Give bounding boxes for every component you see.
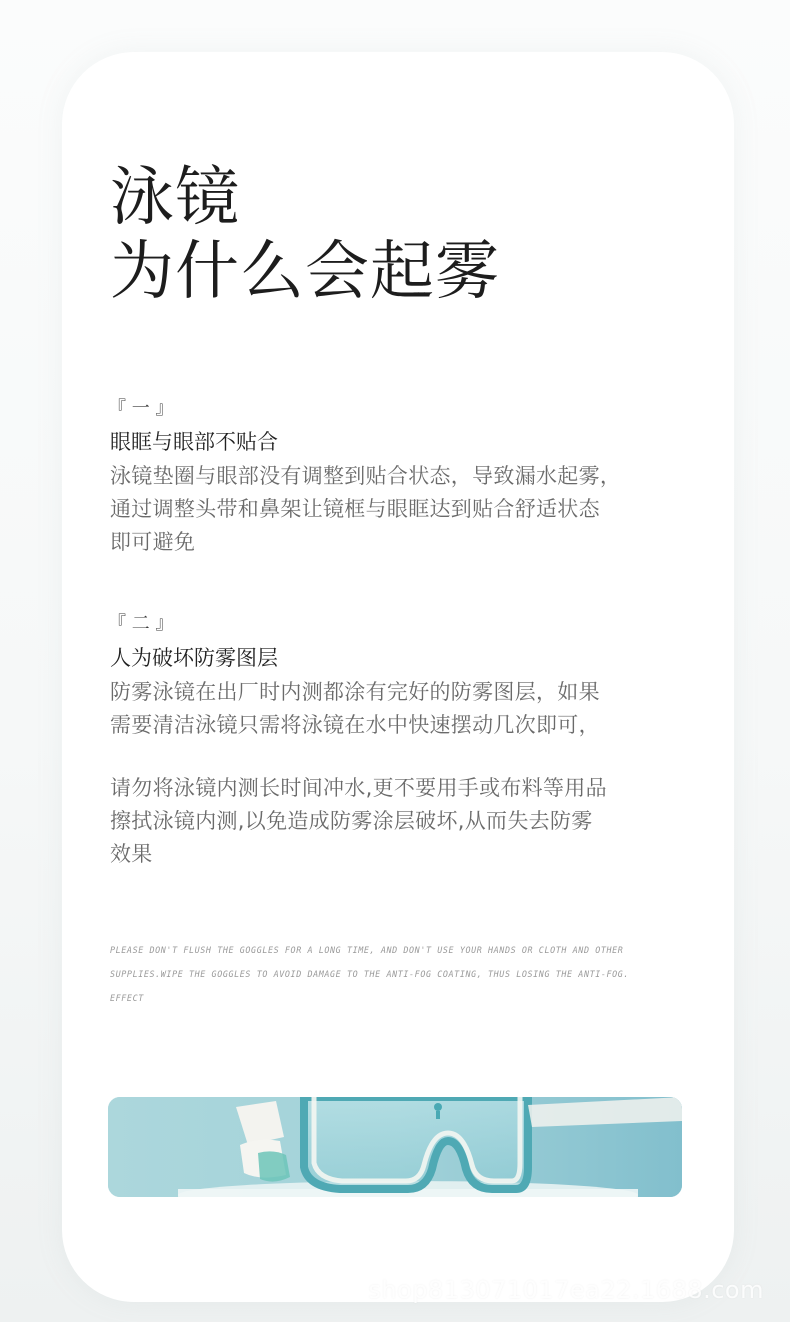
page-title-line-2: 为什么会起雾 bbox=[110, 235, 500, 309]
english-note-line: PLEASE DON'T FLUSH THE GOGGLES FOR A LONG TIME, AND DON'T USE YOUR HANDS OR CLOTH AND OTHER bbox=[110, 945, 624, 955]
page-title-line-1: 泳镜 bbox=[110, 161, 240, 235]
section-2-text-line: 擦拭泳镜内测,以免造成防雾涂层破坏,从而失去防雾 bbox=[110, 809, 593, 833]
section-2-marker: 『 二 』 bbox=[108, 613, 174, 634]
goggles-icon bbox=[108, 1097, 682, 1197]
english-note-line: SUPPLIES.WIPE THE GOGGLES TO AVOID DAMAGE TO THE ANTI-FOG COATING, THUS LOSING THE ANTI-FOG. bbox=[110, 969, 630, 979]
section-2-text-line: 请勿将泳镜内测长时间冲水,更不要用手或布料等用品 bbox=[110, 776, 607, 800]
section-2-text-line: 效果 bbox=[110, 842, 153, 866]
section-1-text-line: 泳镜垫圈与眼部没有调整到贴合状态，导致漏水起雾， bbox=[110, 464, 622, 488]
english-note-line: EFFECT bbox=[110, 993, 144, 1003]
section-2-text-line: 防雾泳镜在出厂时内测都涂有完好的防雾图层，如果 bbox=[110, 680, 600, 704]
section-2-text-line: 需要清洁泳镜只需将泳镜在水中快速摆动几次即可， bbox=[110, 713, 600, 737]
section-2-heading: 人为破坏防雾图层 bbox=[110, 646, 278, 670]
goggles-photo bbox=[108, 1097, 682, 1197]
section-1-text-line: 即可避免 bbox=[110, 530, 196, 554]
section-1-text-line: 通过调整头带和鼻架让镜框与眼眶达到贴合舒适状态 bbox=[110, 497, 600, 521]
section-1-heading: 眼眶与眼部不贴合 bbox=[110, 430, 278, 454]
section-1-marker: 『 一 』 bbox=[108, 398, 174, 419]
store-watermark: shop813071017ea22.1688.com bbox=[368, 1276, 764, 1304]
